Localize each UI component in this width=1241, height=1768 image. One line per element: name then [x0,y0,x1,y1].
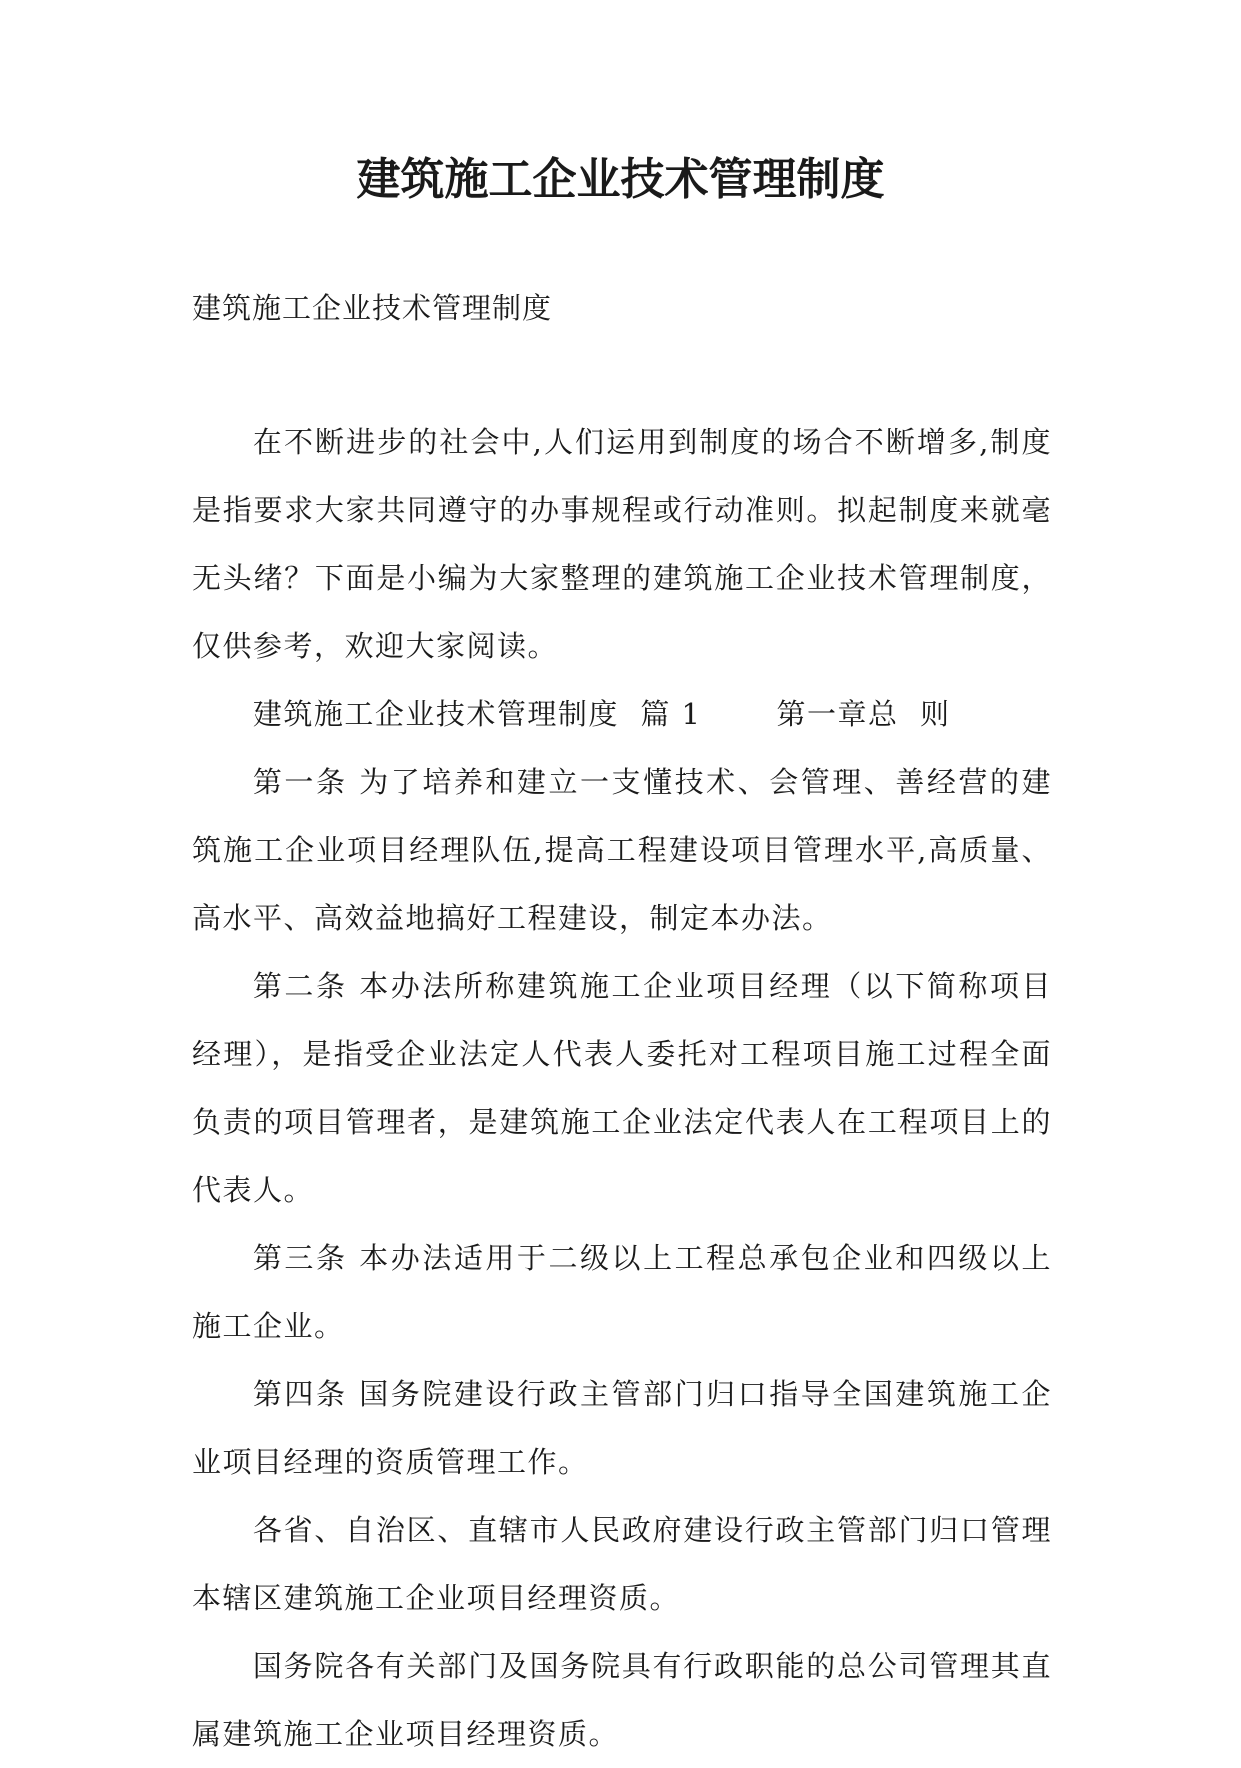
paragraph-state-council: 国务院各有关部门及国务院具有行政职能的总公司管理其直属建筑施工企业项目经理资质。 [192,1649,1052,1751]
paragraph-article-1: 第一条 为了培养和建立一支懂技术、会管理、善经营的建筑施工企业项目经理队伍,提高工程建设项目管理水平,高质量、高水平、高效益地搞好工程建设，制定本办法。 [192,765,1052,935]
paragraph-article-4: 第四条 国务院建设行政主管部门归口指导全国建筑施工企业项目经理的资质管理工作。 [192,1377,1052,1479]
paragraph-article-2: 第二条 本办法所称建筑施工企业项目经理（以下简称项目经理），是指受企业法定人代表人委托对工程项目施工过程全面负责的项目管理者，是建筑施工企业法定代表人在工程项目上的代表人。 [192,969,1052,1207]
document-subtitle: 建筑施工企业技术管理制度 [192,291,553,325]
paragraph-intro: 在不断进步的社会中,人们运用到制度的场合不断增多,制度是指要求大家共同遵守的办事规程或行动准则。拟起制度来就毫无头绪？下面是小编为大家整理的建筑施工企业技术管理制度，仅供参考，欢迎大家阅读。 [192,425,1052,663]
document-body [192,408,1052,1768]
chapter-heading: 建筑施工企业技术管理制度 篇 1 第一章总 则 [252,697,951,731]
paragraph-provinces: 各省、自治区、直辖市人民政府建设行政主管部门归口管理本辖区建筑施工企业项目经理资质。 [192,1513,1052,1615]
document-title: 建筑施工企业技术管理制度 [356,154,885,205]
paragraph-article-3: 第三条 本办法适用于二级以上工程总承包企业和四级以上施工企业。 [192,1241,1052,1343]
